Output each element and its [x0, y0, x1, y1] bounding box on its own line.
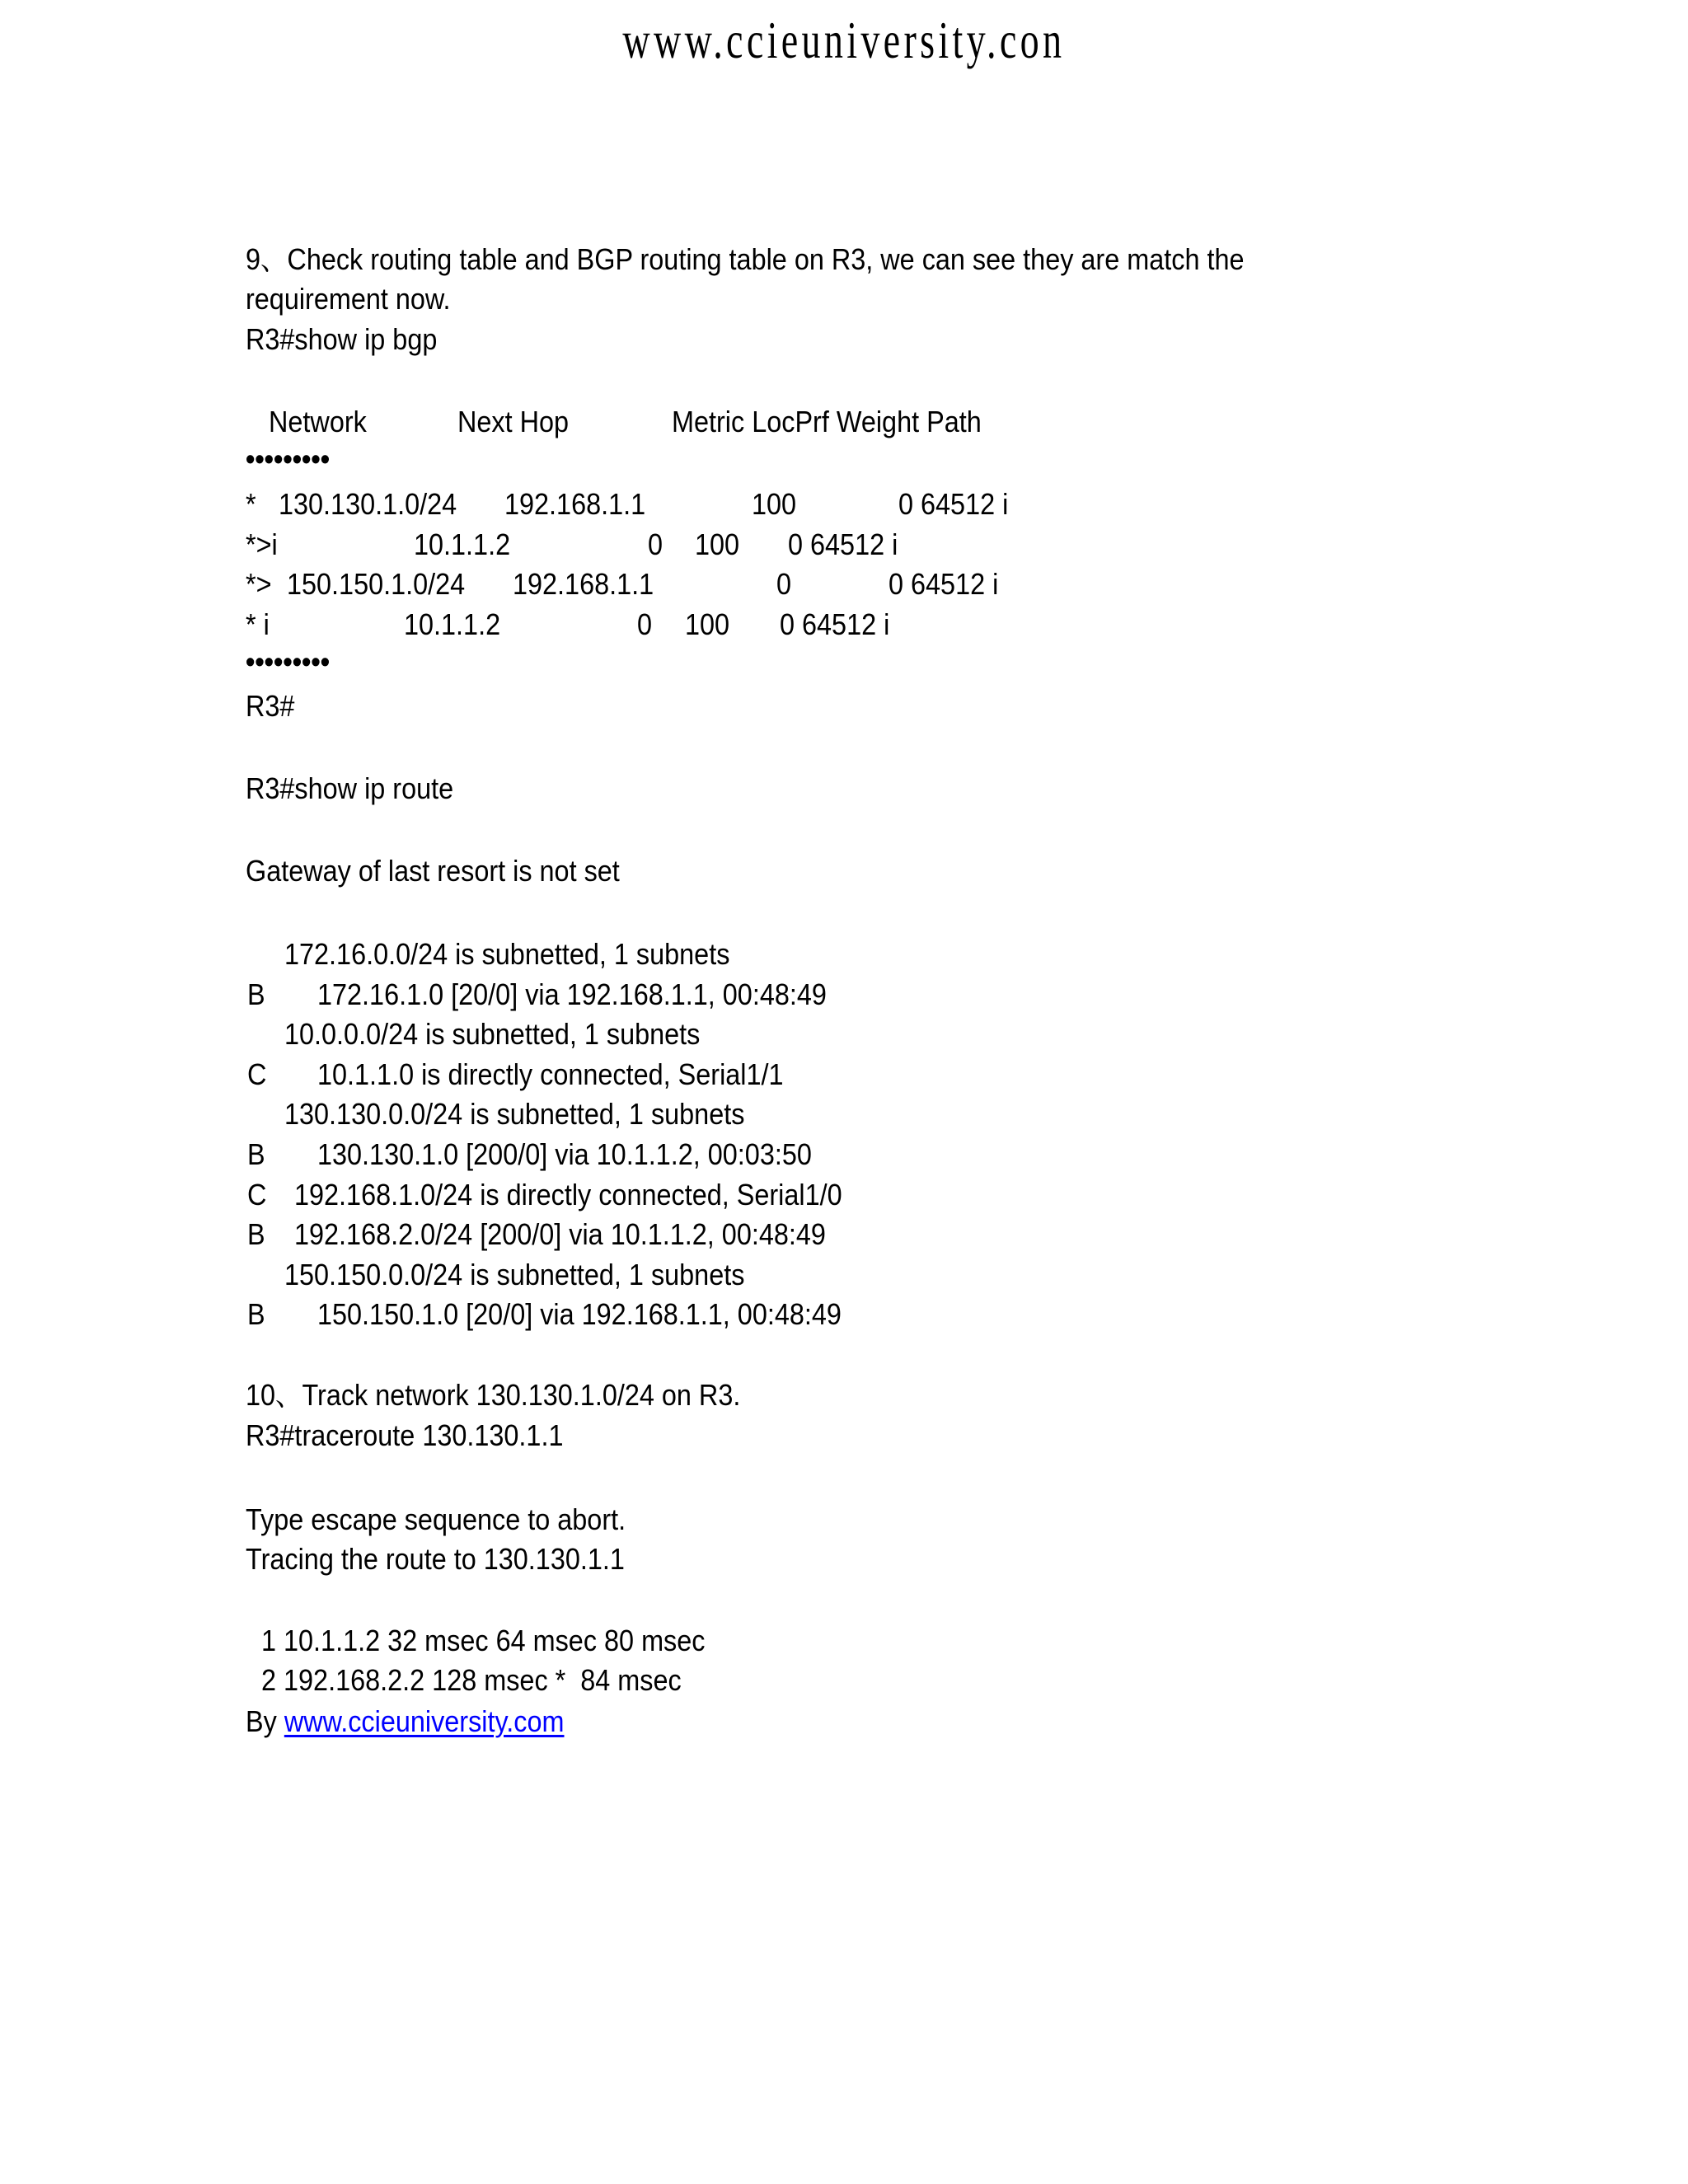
route-text: 130.130.1.0 [200/0] via 10.1.1.2, 00:03:50 — [317, 1137, 812, 1171]
bgp-locprf: 100 — [752, 487, 797, 521]
route-code: B — [247, 977, 265, 1011]
route-text: 150.150.1.0 [20/0] via 192.168.1.1, 00:48:49 — [317, 1297, 842, 1331]
bgp-metric: 0 — [637, 607, 653, 641]
route-text: 192.168.1.0/24 is directly connected, Serial1/0 — [294, 1178, 842, 1212]
bgp-col-next-hop: Next Hop — [457, 405, 570, 438]
step9-title-line2: requirement now. — [246, 282, 451, 316]
route-code: C — [247, 1057, 267, 1091]
bgp-network: 150.150.1.0/24 — [287, 567, 466, 601]
bgp-locprf: 100 — [695, 527, 740, 561]
page-header-watermark — [0, 12, 1688, 69]
route-text: 172.16.1.0 [20/0] via 192.168.1.1, 00:48:49 — [317, 977, 827, 1011]
route-code: B — [247, 1217, 265, 1251]
trace-hop: 2 192.168.2.2 128 msec * 84 msec — [261, 1663, 682, 1697]
ccieuniversity-link[interactable]: www.ccieuniversity.com — [284, 1704, 565, 1738]
traceroute-command: R3#traceroute 130.130.1.1 — [246, 1418, 564, 1452]
bgp-command: R3#show ip bgp — [246, 322, 438, 356]
route-code: B — [247, 1297, 265, 1331]
route-text: 10.0.0.0/24 is subnetted, 1 subnets — [284, 1017, 701, 1051]
route-code: C — [247, 1178, 267, 1212]
route-text: 172.16.0.0/24 is subnetted, 1 subnets — [284, 937, 730, 971]
header-text: www.ccieuniversity.con — [622, 11, 1066, 69]
step10-title: 10、Track network 130.130.1.0/24 on R3. — [246, 1378, 741, 1412]
bgp-ellipsis-bottom: ••••••••• — [246, 644, 331, 678]
route-text: 130.130.0.0/24 is subnetted, 1 subnets — [284, 1097, 745, 1131]
bgp-prompt: R3# — [246, 689, 295, 723]
escape-message: Type escape sequence to abort. — [246, 1502, 626, 1536]
bgp-locprf: 100 — [685, 607, 730, 641]
route-command: R3#show ip route — [246, 771, 454, 805]
gateway-status: Gateway of last resort is not set — [246, 854, 620, 888]
trace-hop: 1 10.1.1.2 32 msec 64 msec 80 msec — [261, 1624, 706, 1657]
bgp-weight-path: 0 64512 i — [788, 527, 898, 561]
bgp-metric: 0 — [648, 527, 663, 561]
route-text: 10.1.1.0 is directly connected, Serial1/1 — [317, 1057, 784, 1091]
bgp-next-hop: 192.168.1.1 — [513, 567, 654, 601]
byline — [246, 1704, 564, 1740]
bgp-network: 130.130.1.0/24 — [279, 487, 457, 521]
bgp-weight-path: 0 64512 i — [889, 567, 999, 601]
bgp-metric: 0 — [776, 567, 792, 601]
bgp-col-network: Network — [269, 405, 367, 438]
bgp-weight-path: 0 64512 i — [780, 607, 890, 641]
route-text: 192.168.2.0/24 [200/0] via 10.1.1.2, 00:48:49 — [294, 1217, 826, 1251]
bgp-status: * — [246, 487, 256, 521]
tracing-message: Tracing the route to 130.130.1.1 — [246, 1542, 625, 1576]
by-label: By — [246, 1704, 284, 1738]
bgp-status: *>i — [246, 527, 278, 561]
route-code: B — [247, 1137, 265, 1171]
bgp-next-hop: 10.1.1.2 — [414, 527, 511, 561]
bgp-status: *> — [246, 567, 272, 601]
bgp-status: * i — [246, 607, 270, 641]
bgp-next-hop: 10.1.1.2 — [404, 607, 501, 641]
step9-title-line1: 9、Check routing table and BGP routing table on R3, we can see they are match the — [246, 242, 1245, 276]
bgp-weight-path: 0 64512 i — [898, 487, 1009, 521]
bgp-col-metric-locprf-weight-path: Metric LocPrf Weight Path — [672, 405, 982, 438]
route-text: 150.150.0.0/24 is subnetted, 1 subnets — [284, 1258, 745, 1291]
bgp-ellipsis-top: ••••••••• — [246, 442, 331, 476]
bgp-next-hop: 192.168.1.1 — [504, 487, 646, 521]
